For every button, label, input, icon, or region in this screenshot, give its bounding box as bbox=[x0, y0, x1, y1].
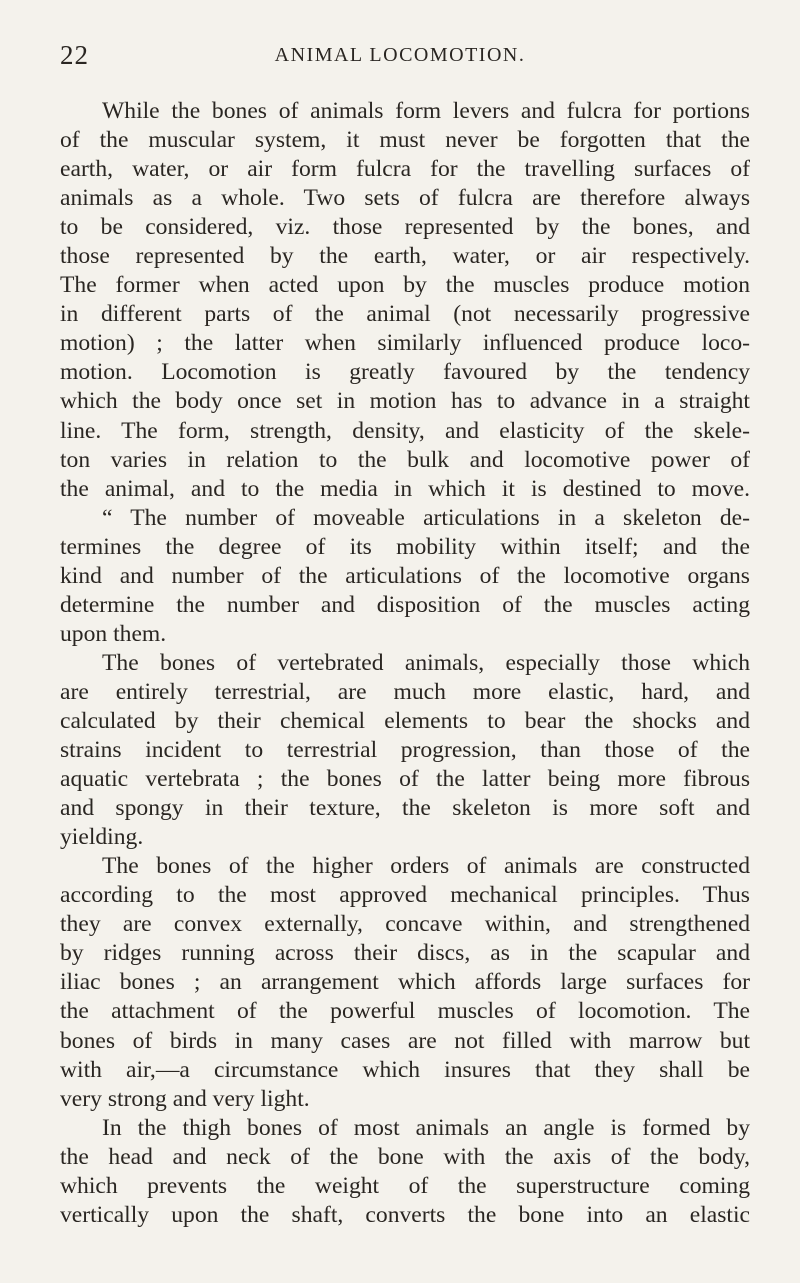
text-line: upon them. bbox=[60, 620, 167, 647]
text-line: the head and neck of the bone with the axis of the body, bbox=[60, 1143, 750, 1170]
text-line: iliac bones ; an arrangement which affords large surfaces for bbox=[60, 969, 750, 996]
running-head bbox=[60, 40, 740, 74]
text-line: with air,—a circumstance which insures that they shall be bbox=[60, 1056, 750, 1083]
text-line: While the bones of animals form levers and fulcra for portions bbox=[102, 98, 750, 124]
text-line: very strong and very light. bbox=[60, 1085, 310, 1112]
text-line: motion) ; the latter when similarly influenced produce loco- bbox=[60, 330, 750, 357]
text-line: termines the degree of its mobility within itself; and the bbox=[60, 533, 750, 560]
text-line: yielding. bbox=[60, 824, 144, 851]
text-line: “ The number of moveable articulations in a skeleton de- bbox=[102, 504, 750, 531]
text-line: bones of birds in many cases are not filled with marrow but bbox=[60, 1027, 750, 1054]
text-line: are entirely terrestrial, are much more elastic, hard, and bbox=[60, 678, 750, 705]
text-line: to be considered, viz. those represented by the bones, and bbox=[60, 214, 750, 241]
text-line: kind and number of the articulations of the locomotive organs bbox=[60, 562, 750, 589]
text-line: vertically upon the shaft, converts the bone into an elastic bbox=[60, 1201, 750, 1228]
text-line: of the muscular system, it must never be forgotten that the bbox=[60, 127, 750, 154]
text-line: In the thigh bones of most animals an angle is formed by bbox=[102, 1114, 750, 1141]
text-line: according to the most approved mechanical principles. Thus bbox=[60, 882, 750, 909]
text-line: The former when acted upon by the muscles produce motion bbox=[60, 272, 750, 299]
running-title: ANIMAL LOCOMOTION. bbox=[274, 44, 526, 66]
text-line: those represented by the earth, water, or air respectively. bbox=[60, 243, 750, 270]
text-line: motion. Locomotion is greatly favoured by the tendency bbox=[60, 359, 750, 386]
text-line: the animal, and to the media in which it is destined to move. bbox=[60, 475, 750, 502]
text-line: calculated by their chemical elements to bear the shocks and bbox=[60, 707, 750, 734]
text-line: in different parts of the animal (not necessarily progressive bbox=[60, 301, 750, 328]
text-line: animals as a whole. Two sets of fulcra are therefore always bbox=[60, 185, 750, 212]
text-line: strains incident to terrestrial progression, than those of the bbox=[60, 737, 750, 764]
text-line: by ridges running across their discs, as in the scapular and bbox=[60, 940, 750, 967]
text-line: The bones of vertebrated animals, especially those which bbox=[102, 649, 750, 676]
text-line: The bones of the higher orders of animals are constructed bbox=[102, 853, 750, 880]
text-line: aquatic vertebrata ; the bones of the latter being more fibrous bbox=[60, 766, 750, 793]
text-line: line. The form, strength, density, and elasticity of the skele- bbox=[60, 417, 750, 444]
text-line: and spongy in their texture, the skeleton is more soft and bbox=[60, 795, 750, 822]
text-line: which prevents the weight of the superstructure coming bbox=[60, 1172, 750, 1199]
text-line: the attachment of the powerful muscles of locomotion. The bbox=[60, 998, 750, 1025]
body-text bbox=[60, 97, 750, 1230]
text-line: they are convex externally, concave within, and strengthened bbox=[60, 911, 750, 938]
text-line: earth, water, or air form fulcra for the travelling surfaces of bbox=[60, 156, 750, 183]
text-line: determine the number and disposition of the muscles acting bbox=[60, 591, 750, 618]
text-line: ton varies in relation to the bulk and locomotive power of bbox=[60, 446, 750, 473]
text-line: which the body once set in motion has to advance in a straight bbox=[60, 388, 750, 415]
page-number: 22 bbox=[60, 40, 89, 70]
